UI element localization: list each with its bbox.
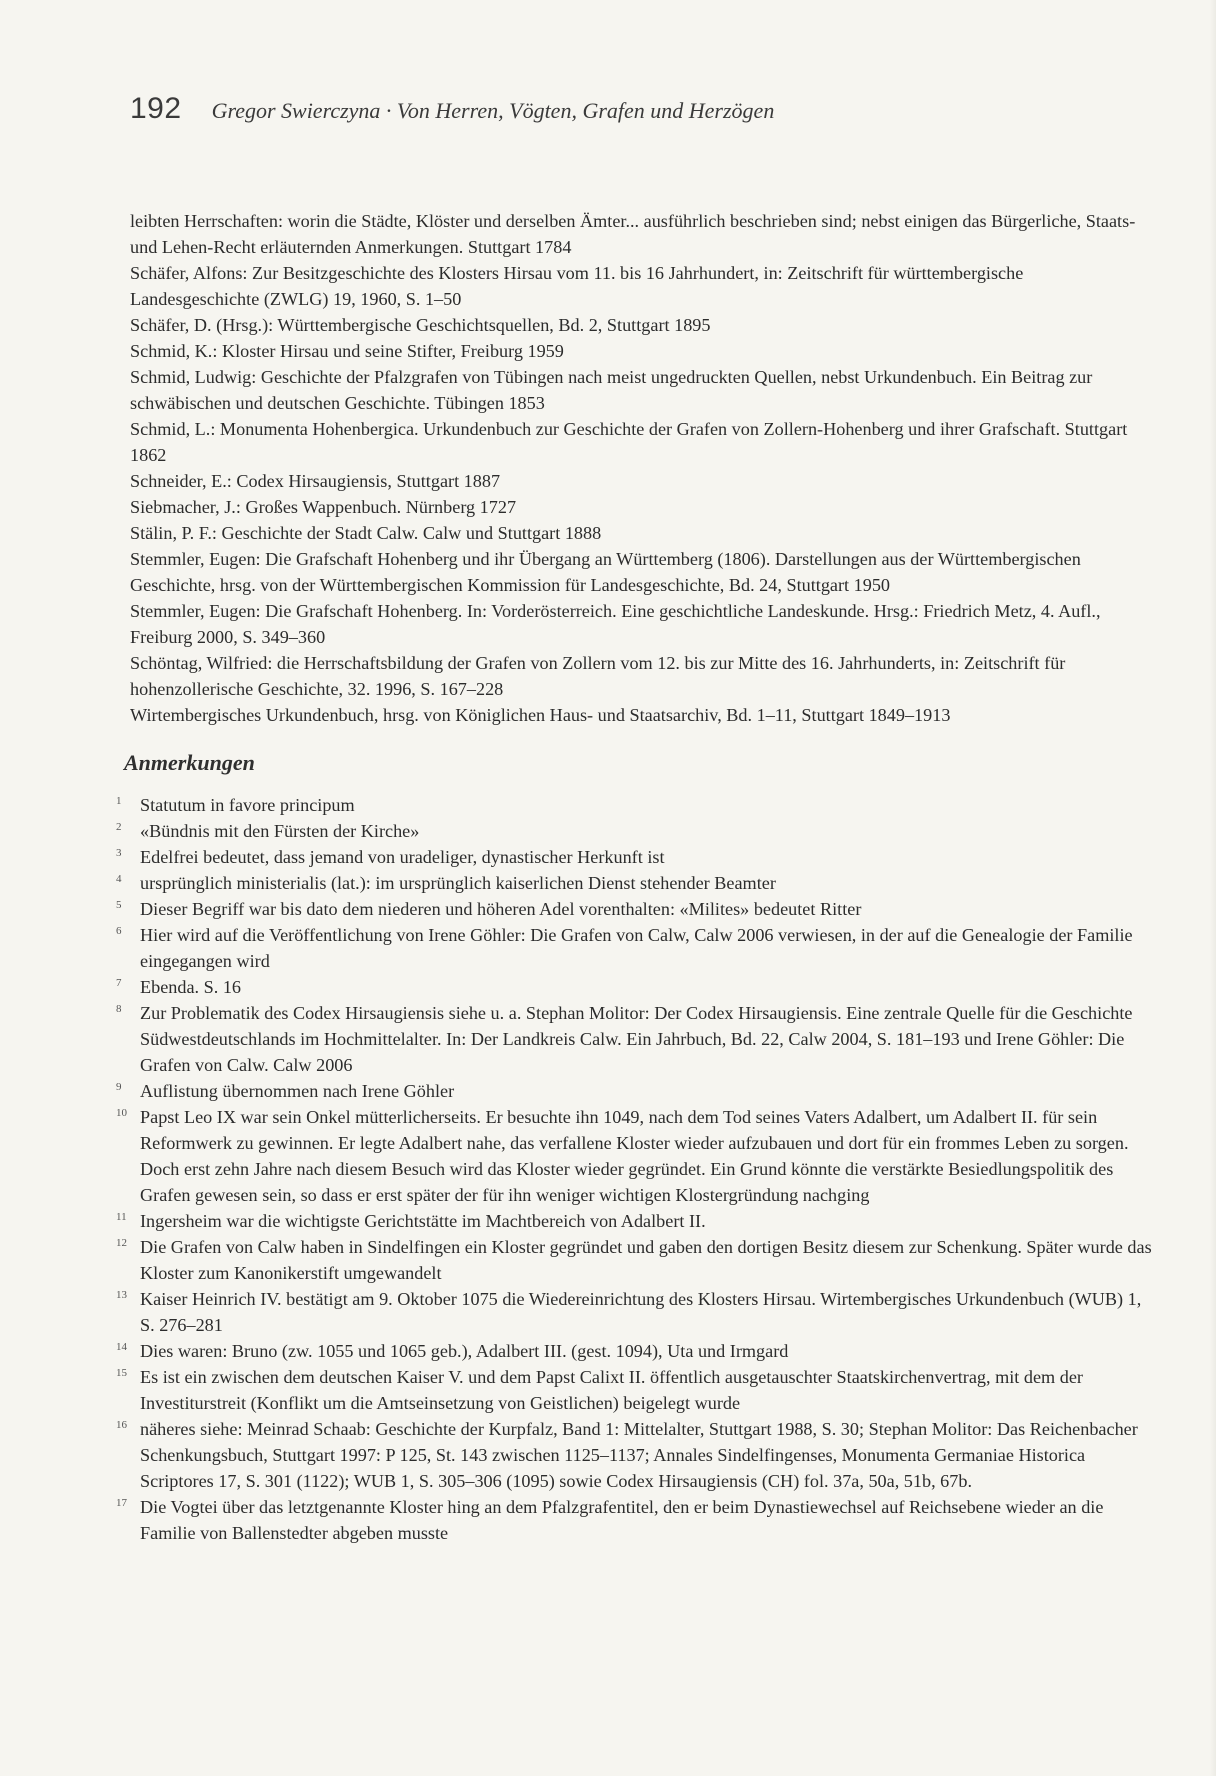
footnote-number: 7 xyxy=(116,977,122,989)
footnote xyxy=(116,1416,1155,1494)
bibliography-entry: Schmid, K.: Kloster Hirsau und seine Stifter, Freiburg 1959 xyxy=(130,341,564,361)
footnote xyxy=(116,1338,1155,1364)
footnote-text: Hier wird auf die Veröffentlichung von Irene Göhler: Die Grafen von Calw, Calw 2006 verwiesen, in der auf die Genealogie der Familie eingegangen wird xyxy=(140,925,1133,971)
bibliography-entry: Schmid, L.: Monumenta Hohenbergica. Urkundenbuch zur Geschichte der Grafen von Zollern-Hohenberg und ihrer Grafschaft. Stuttgart 1862 xyxy=(130,419,1128,465)
running-title: Gregor Swierczyna · Von Herren, Vögten, Grafen und Herzögen xyxy=(211,98,775,123)
footnote-number: 8 xyxy=(116,1003,122,1015)
footnote-number: 6 xyxy=(116,925,122,937)
footnote xyxy=(116,1000,1155,1078)
footnote xyxy=(116,818,1155,844)
page-edge-shadow xyxy=(1210,0,1216,1776)
footnote-number: 11 xyxy=(116,1211,127,1223)
footnote xyxy=(116,922,1155,974)
notes-heading: Anmerkungen xyxy=(124,750,255,775)
footnote-number: 4 xyxy=(116,873,122,885)
bibliography-entry: Schmid, Ludwig: Geschichte der Pfalzgrafen von Tübingen nach meist ungedruckten Quellen, nebst Urkundenbuch. Ein Beitrag zur schwäbischen und deutschen Geschichte. Tübingen 1853 xyxy=(130,367,1093,413)
bibliography-entry: Wirtembergisches Urkundenbuch, hrsg. von Königlichen Haus- und Staatsarchiv, Bd. 1–11, Stuttgart 1849–1913 xyxy=(130,705,951,725)
bibliography-entry: Stemmler, Eugen: Die Grafschaft Hohenberg. In: Vorderösterreich. Eine geschichtliche Landeskunde. Hrsg.: Friedrich Metz, 4. Aufl., Freiburg 2000, S. 349–360 xyxy=(130,601,1101,647)
page-number: 192 xyxy=(130,92,182,125)
footnote-text: Papst Leo IX war sein Onkel mütterlicherseits. Er besuchte ihn 1049, nach dem Tod seines Vaters Adalbert, um Adalbert II. für sein Reformwerk zu gewinnen. Er legte Adalbert nahe, das verfallene Kloster wieder aufzubauen und dort für ein frommes Leben zu sorgen. Doch erst zehn Jahre nach diesem Besuch wird das Kloster wieder gegründet. Ein Grund könnte die verstärkte Besiedlungspolitik des Grafen gewesen sein, so dass er erst später der für ihn weniger wichtigen Klostergründung nachging xyxy=(140,1107,1129,1205)
bibliography-list xyxy=(130,208,1155,728)
footnote xyxy=(116,792,1155,818)
footnote-text: Statutum in favore principum xyxy=(140,795,355,815)
footnote-text: Edelfrei bedeutet, dass jemand von uradeliger, dynastischer Herkunft ist xyxy=(140,847,665,867)
footnote-text: Ingersheim war die wichtigste Gerichtstätte im Machtbereich von Adalbert II. xyxy=(140,1211,706,1231)
footnote-number: 12 xyxy=(116,1237,127,1249)
footnote-text: Die Grafen von Calw haben in Sindelfingen ein Kloster gegründet und gaben den dortigen Besitz diesem zur Schenkung. Später wurde das Kloster zum Kanonikerstift umgewandelt xyxy=(140,1237,1152,1283)
bibliography-entry: Schäfer, Alfons: Zur Besitzgeschichte des Klosters Hirsau vom 11. bis 16 Jahrhundert, in: Zeitschrift für württembergische Landesgeschichte (ZWLG) 19, 1960, S. 1–50 xyxy=(130,263,1024,309)
footnote-number: 1 xyxy=(116,795,122,807)
footnote xyxy=(116,1286,1155,1338)
running-head xyxy=(130,92,774,126)
footnote-number: 13 xyxy=(116,1289,127,1301)
footnote-number: 9 xyxy=(116,1081,122,1093)
footnote-text: Es ist ein zwischen dem deutschen Kaiser V. und dem Papst Calixt II. öffentlich ausgetauschter Staatskirchenvertrag, mit dem der Investiturstreit (Konflikt um die Amtseinsetzung von Geistlichen) beigelegt wurde xyxy=(140,1367,1083,1413)
footnote-text: näheres siehe: Meinrad Schaab: Geschichte der Kurpfalz, Band 1: Mittelalter, Stuttgart 1988, S. 30; Stephan Molitor: Das Reichenbacher Schenkungsbuch, Stuttgart 1997: P 125, St. 143 zwischen 1125–1137; Annales Sindelfingenses, Monumenta Germaniae Historica Scriptores 17, S. 301 (1122); WUB 1, S. 305–306 (1095) sowie Codex Hirsaugiensis (CH) fol. 37a, 50a, 51b, 67b. xyxy=(140,1419,1138,1491)
bibliography-entry: Stälin, P. F.: Geschichte der Stadt Calw. Calw und Stuttgart 1888 xyxy=(130,523,602,543)
footnote xyxy=(116,1104,1155,1208)
footnote xyxy=(116,870,1155,896)
footnote xyxy=(116,896,1155,922)
footnote xyxy=(116,1494,1155,1546)
footnote xyxy=(116,1208,1155,1234)
footnote xyxy=(116,1234,1155,1286)
footnote-text: ursprünglich ministerialis (lat.): im ursprünglich kaiserlichen Dienst stehender Beamter xyxy=(140,873,776,893)
footnote xyxy=(116,1078,1155,1104)
bibliography-entry: Schäfer, D. (Hrsg.): Württembergische Geschichtsquellen, Bd. 2, Stuttgart 1895 xyxy=(130,315,711,335)
footnote-text: Dieser Begriff war bis dato dem niederen und höheren Adel vorenthalten: «Milites» bedeutet Ritter xyxy=(140,899,862,919)
footnote-text: Auflistung übernommen nach Irene Göhler xyxy=(140,1081,455,1101)
footnote-text: Ebenda. S. 16 xyxy=(140,977,242,997)
footnote-text: Dies waren: Bruno (zw. 1055 und 1065 geb.), Adalbert III. (gest. 1094), Uta und Irmgard xyxy=(140,1341,789,1361)
footnote xyxy=(116,974,1155,1000)
notes-list xyxy=(116,792,1155,1546)
footnote xyxy=(116,844,1155,870)
footnote-text: Zur Problematik des Codex Hirsaugiensis siehe u. a. Stephan Molitor: Der Codex Hirsaugiensis. Eine zentrale Quelle für die Geschichte Südwestdeutschlands im Hochmittelalter. In: Der Landkreis Calw. Ein Jahrbuch, Bd. 22, Calw 2004, S. 181–193 und Irene Göhler: Die Grafen von Calw. Calw 2006 xyxy=(140,1003,1133,1075)
bibliography-entry: Stemmler, Eugen: Die Grafschaft Hohenberg und ihr Übergang an Württemberg (1806). Darstellungen aus der Württembergischen Geschichte, hrsg. von der Württembergischen Kommission für Landesgeschichte, Bd. 24, Stuttgart 1950 xyxy=(130,549,1081,595)
footnote-text: Kaiser Heinrich IV. bestätigt am 9. Oktober 1075 die Wiedereinrichtung des Klosters Hirsau. Wirtembergisches Urkundenbuch (WUB) 1, S. 276–281 xyxy=(140,1289,1142,1335)
footnote-number: 14 xyxy=(116,1341,127,1353)
footnote-number: 17 xyxy=(116,1497,127,1509)
footnote-number: 2 xyxy=(116,821,122,833)
footnote-text: «Bündnis mit den Fürsten der Kirche» xyxy=(140,821,420,841)
footnote-text: Die Vogtei über das letztgenannte Kloster hing an dem Pfalzgrafentitel, den er beim Dynastiewechsel auf Reichsebene wieder an die Familie von Ballenstedter abgeben musste xyxy=(140,1497,1104,1543)
footnote-number: 15 xyxy=(116,1367,127,1379)
footnote-number: 16 xyxy=(116,1419,127,1431)
bibliography-entry: Siebmacher, J.: Großes Wappenbuch. Nürnberg 1727 xyxy=(130,497,517,517)
footnote-number: 10 xyxy=(116,1107,127,1119)
footnote-number: 5 xyxy=(116,899,122,911)
bibliography-entry: leibten Herrschaften: worin die Städte, Klöster und derselben Ämter... ausführlich beschrieben sind; nebst einigen das Bürgerliche, Staats- und Lehen-Recht erläuternden Anmerkungen. Stuttgart 1784 xyxy=(130,211,1136,257)
bibliography-entry: Schöntag, Wilfried: die Herrschaftsbildung der Grafen von Zollern vom 12. bis zur Mitte des 16. Jahrhunderts, in: Zeitschrift für hohenzollerische Geschichte, 32. 1996, S. 167–228 xyxy=(130,653,1066,699)
footnote xyxy=(116,1364,1155,1416)
bibliography-entry: Schneider, E.: Codex Hirsaugiensis, Stuttgart 1887 xyxy=(130,471,501,491)
footnote-number: 3 xyxy=(116,847,122,859)
